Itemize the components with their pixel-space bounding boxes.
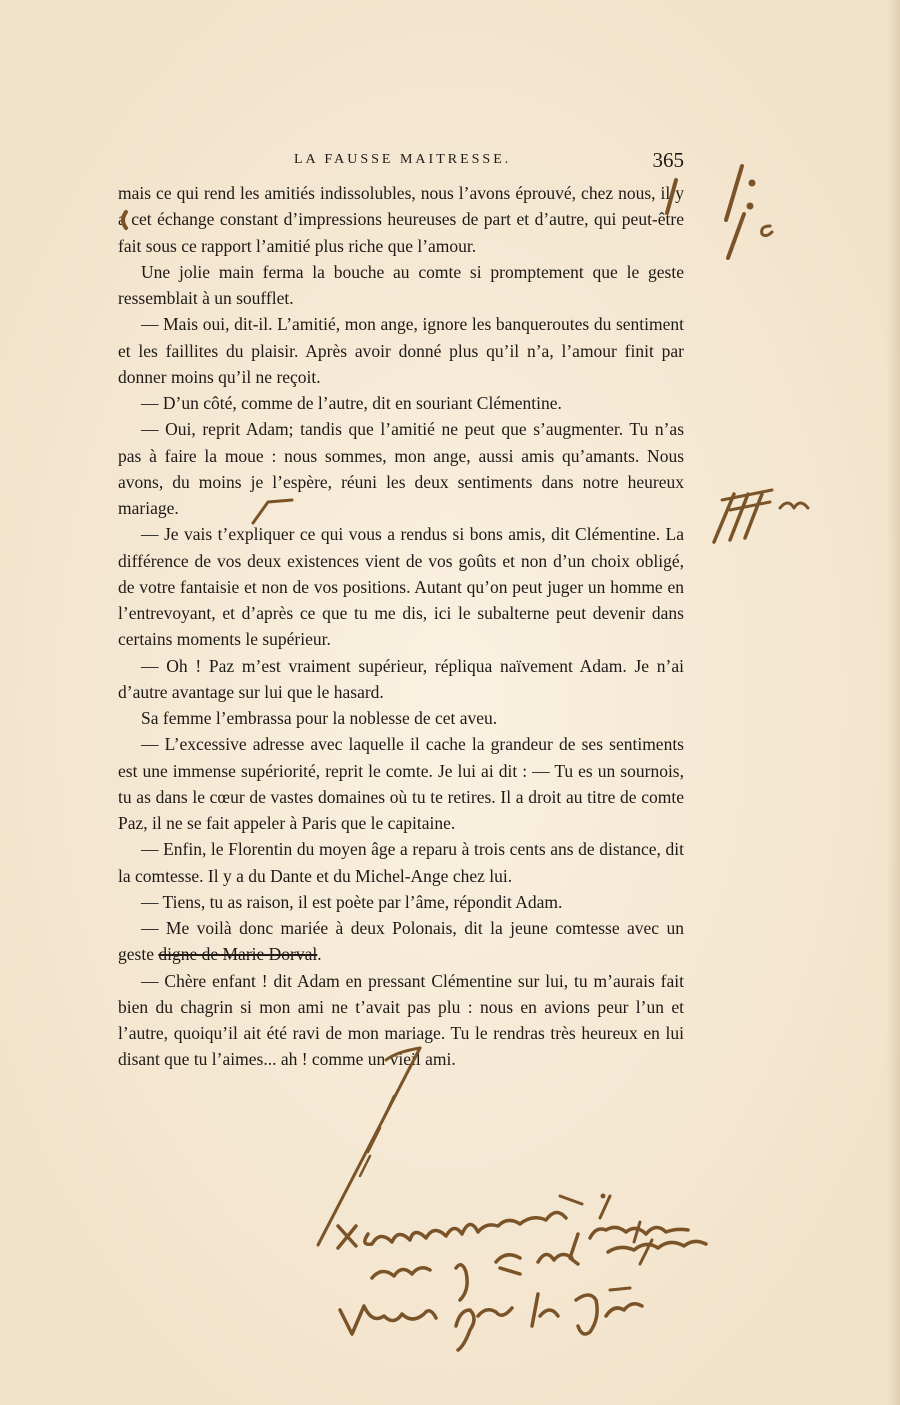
paragraph: — Enfin, le Florentin du moyen âge a reparu à trois cents ans de distance, dit la comtesse. Il y a du Dante et du Michel-Ange chez lui. [118, 839, 684, 886]
handwritten-note-icon [338, 1194, 706, 1351]
paragraph: — L’excessive adresse avec laquelle il cache la grandeur de ses sentiments est une immense supériorité, reprit le comte. Je lui ai dit : — Tu es un sournois, tu as dans le cœur de vastes domaines où tu te retires. Il a droit au titre de comte Paz, il ne se fait appeler à Paris que le capitaine. [118, 734, 684, 833]
margin-mark-3-icon [714, 490, 808, 542]
running-title: LA FAUSSE MAITRESSE. [294, 152, 512, 167]
page-edge-shadow [886, 0, 900, 1405]
paragraph: Sa femme l’embrassa pour la noblesse de cet aveu. [141, 708, 498, 728]
paragraph: — Oh ! Paz m’est vraiment supérieur, répliqua naïvement Adam. Je n’ai d’autre avantage sur lui que le hasard. [118, 655, 684, 702]
page-number: 365 [652, 148, 684, 172]
paragraph: — D’un côté, comme de l’autre, dit en souriant Clémentine. [141, 393, 562, 413]
paragraph: — Tiens, tu as raison, il est poète par l’âme, répondit Adam. [141, 891, 563, 912]
paragraph: — Mais oui, dit-il. L’amitié, mon ange, ignore les banqueroutes du sentiment et les faillites du plaisir. Après avoir donné plus qu’il n’a, l’amour finit par donner moins qu’il ne reçoit. [118, 314, 684, 387]
paragraph: — Chère enfant ! dit Adam en pressant Clémentine sur lui, tu m’aurais fait bien du chagrin si mon ami ne t’avait pas plu : nous en avions peur l’un et l’autre, quoiqu’il ait été ravi de mon mariage. Tu le rendras très heureux en lui disant que tu l’aimes... ah ! comme un vieil ami. [118, 970, 684, 1070]
paragraph-text: — Me voilà donc mariée à deux Polonais, dit la jeune comtesse avec un geste [118, 918, 684, 965]
correction-stroke-icon [360, 1096, 394, 1176]
paragraph: mais ce qui rend les amitiés indissolubles, nous l’avons éprouvé, chez nous, il y a cet échange constant d’impressions heureuses de part et d’autre, qui peut-être fait sous ce rapport l’amitié plus riche que l’amour. [118, 183, 684, 256]
paragraph: — Oui, reprit Adam; tandis que l’amitié ne peut que s’augmenter. Tu n’as pas à faire la moue : nous sommes, mon ange, aussi amis qu’amants. Nous avons, du moins je l’espère, réuni les deux sentiments dans notre heureux mariage. [118, 419, 684, 518]
paragraph: Une jolie main ferma la bouche au comte si promptement que le geste ressemblait à un soufflet. [118, 261, 684, 308]
paragraph: — Je vais t’expliquer ce qui vous a rendus si bons amis, dit Clémentine. La différence de vos deux existences vient de vos goûts et non d’un choix obligé, de votre fantaisie et non de vos positions. Autant qu’on peut juger un homme en l’entrevoyant, et d’après ce que tu me dis, ici le subalterne peut devenir dans certains moments le supérieur. [118, 524, 684, 650]
margin-mark-2-icon [728, 214, 772, 258]
paragraph-with-deletion [118, 915, 684, 968]
margin-mark-1-icon [726, 166, 756, 220]
struck-out-text: digne de Marie Dorval [158, 944, 318, 965]
running-header [118, 150, 684, 178]
body-text [118, 180, 684, 1073]
paragraph-text-end: . [317, 944, 322, 965]
long-pointer-stroke-icon [318, 1048, 420, 1245]
